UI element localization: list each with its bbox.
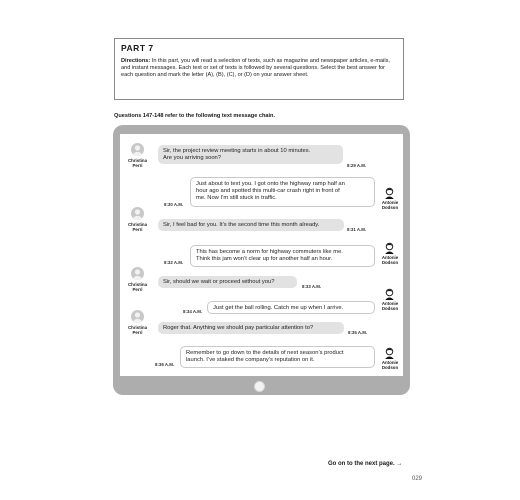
- directions-body: In this part, you will read a selection of texts, such as magazine and newspaper articles, e-mails, and instant messages. Each text or set of texts is followed by several questions. Select the best answer for each question and mark the letter (A), (B), (C), or (D) on your answer sheet.: [121, 58, 390, 78]
- questions-reference: Questions 147-148 refer to the following text message chain.: [114, 113, 276, 119]
- christina-avatar-icon: [131, 267, 144, 280]
- message-time-3: 8:31 A.M.: [347, 227, 367, 232]
- sender-name-christina: Christina Perri: [127, 222, 148, 232]
- next-page-note: Go on to the next page. →: [328, 461, 403, 467]
- message-bubble-1: Sir, the project review meeting starts in about 10 minutes. Are you arriving soon?: [158, 145, 343, 164]
- part-title: PART 7: [121, 43, 154, 53]
- antonie-avatar-icon: [383, 186, 396, 199]
- message-time-5: 8:33 A.M.: [302, 284, 322, 289]
- message-bubble-8: Remember to go down to the details of next season’s product launch. I’ve staked the company’s reputation on it.: [180, 346, 375, 368]
- message-time-2: 8:30 A.M.: [164, 202, 184, 207]
- message-time-8: 8:36 A.M.: [155, 362, 175, 367]
- directions-label: Directions:: [121, 58, 151, 64]
- message-bubble-3: Sir, I feel bad for you. It’s the second time this month already.: [158, 219, 344, 231]
- message-bubble-5: Sir, should we wait or proceed without you?: [158, 276, 297, 288]
- sender-name-antonie: Antonie Dodson: [381, 255, 399, 265]
- christina-avatar-icon: [131, 143, 144, 156]
- antonie-avatar-icon: [383, 287, 396, 300]
- antonie-avatar-icon: [383, 346, 396, 359]
- sender-name-antonie: Antonie Dodson: [381, 301, 399, 311]
- christina-avatar-icon: [131, 207, 144, 220]
- message-bubble-6: Just get the ball rolling. Catch me up when I arrive.: [207, 301, 375, 314]
- page-number: 029: [412, 476, 423, 482]
- tablet-home-button: [254, 381, 265, 392]
- sender-name-christina: Christina Perri: [127, 158, 148, 168]
- message-bubble-2: Just about to text you. I got onto the highway ramp half an hour ago and spotted this multi-car crash right in front of me. Now I’m still stuck in traffic.: [190, 177, 375, 207]
- sender-name-christina: Christina Perri: [127, 325, 148, 335]
- sender-name-antonie: Antonie Dodson: [381, 360, 399, 370]
- message-time-4: 8:32 A.M.: [164, 260, 184, 265]
- part-directions-box: [114, 38, 404, 100]
- tablet-frame: [113, 125, 410, 395]
- sender-name-antonie: Antonie Dodson: [381, 200, 399, 210]
- directions-text: [121, 58, 397, 79]
- message-time-7: 8:35 A.M.: [348, 330, 368, 335]
- message-bubble-7: Roger that. Anything we should pay particular attention to?: [158, 322, 344, 334]
- message-bubble-4: This has become a norm for highway commuters like me. Think this jam won’t clear up for another half an hour.: [190, 245, 375, 267]
- christina-avatar-icon: [131, 310, 144, 323]
- message-time-1: 8:29 A.M.: [347, 163, 367, 168]
- sender-name-christina: Christina Perri: [127, 282, 148, 292]
- tablet-screen: [120, 134, 403, 376]
- message-time-6: 8:34 A.M.: [183, 309, 203, 314]
- antonie-avatar-icon: [383, 241, 396, 254]
